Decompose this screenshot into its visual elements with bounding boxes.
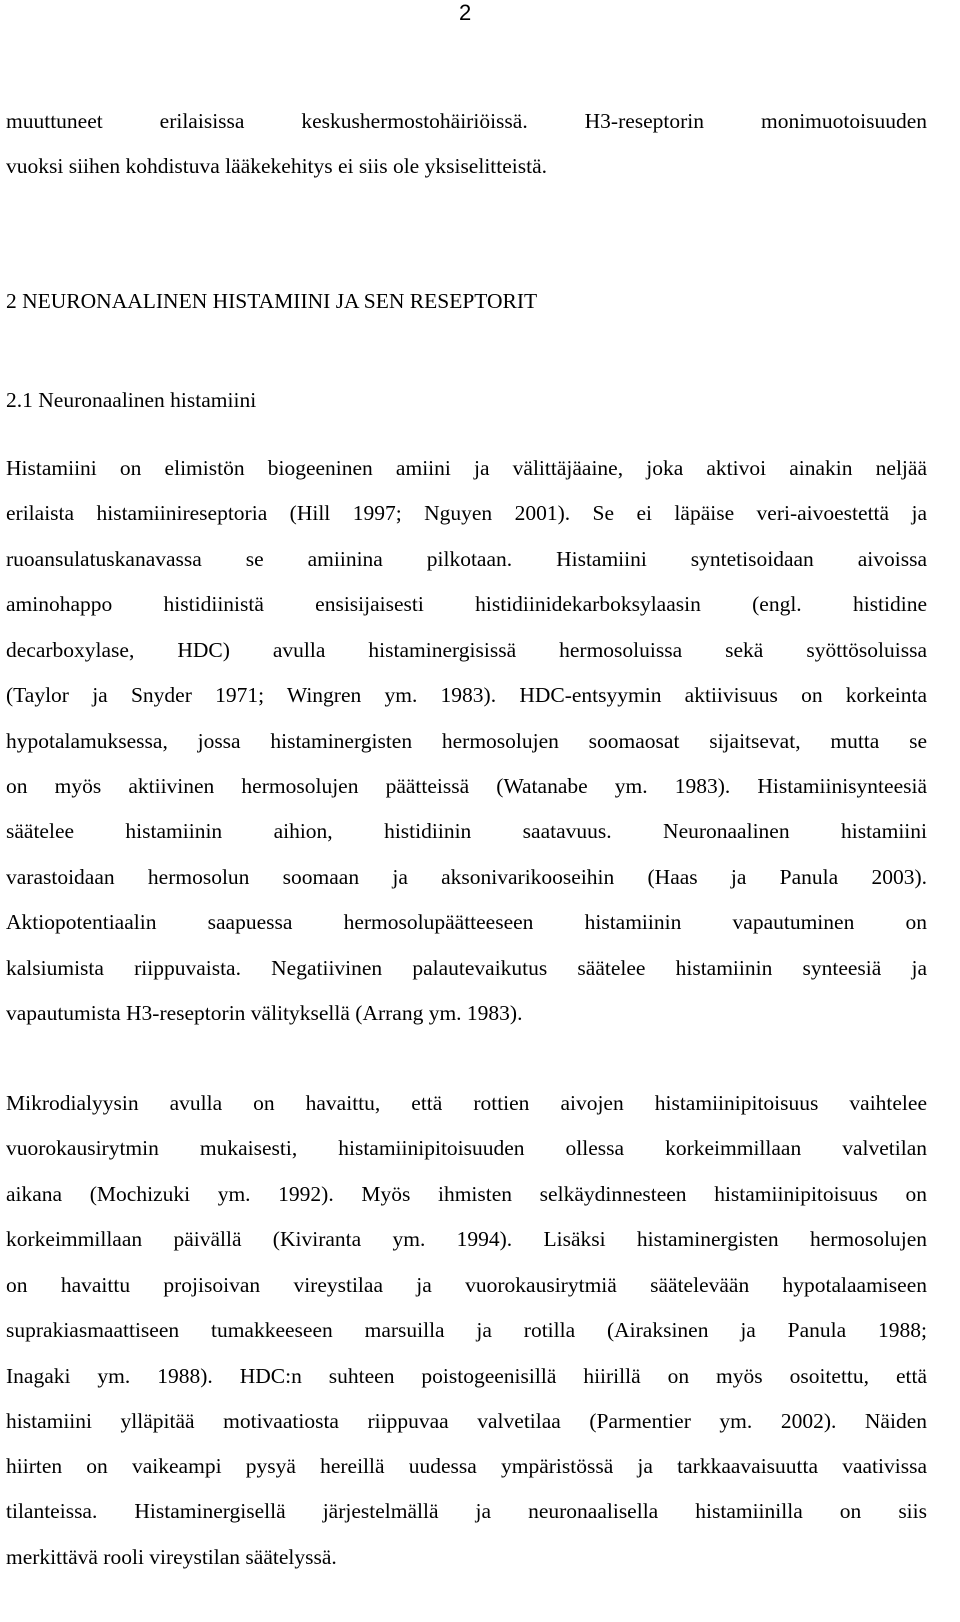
paragraph-line: on myös aktiivinen hermosolujen päätteissä (Watanabe ym. 1983). Histamiinisynteesiä — [6, 774, 927, 798]
paragraph-line: hiirten on vaikeampi pysyä hereillä uudessa ympäristössä ja tarkkaavaisuutta vaativissa — [6, 1454, 927, 1478]
paragraph-line: Histamiini on elimistön biogeeninen amiini ja välittäjäaine, joka aktivoi ainakin neljää — [6, 456, 927, 480]
paragraph-line: Mikrodialyysin avulla on havaittu, että rottien aivojen histamiinipitoisuus vaihtelee — [6, 1091, 927, 1115]
paragraph-line: Inagaki ym. 1988). HDC:n suhteen poistogeenisillä hiirillä on myös osoitettu, että — [6, 1364, 927, 1388]
paragraph-line: aikana (Mochizuki ym. 1992). Myös ihmisten selkäydinnesteen histamiinipitoisuus on — [6, 1182, 927, 1206]
paragraph-line: tilanteissa. Histaminergisellä järjestelmällä ja neuronaalisella histamiinilla on siis — [6, 1499, 927, 1523]
paragraph-line: kalsiumista riippuvaista. Negatiivinen palautevaikutus säätelee histamiinin synteesiä ja — [6, 956, 927, 980]
paragraph-line: hypotalamuksessa, jossa histaminergisten hermosolujen soomaosat sijaitsevat, mutta se — [6, 729, 927, 753]
paragraph-line: erilaista histamiinireseptoria (Hill 1997; Nguyen 2001). Se ei läpäise veri-aivoestettä ja — [6, 501, 927, 525]
paragraph-line: decarboxylase, HDC) avulla histaminergisissä hermosoluissa sekä syöttösoluissa — [6, 638, 927, 662]
paragraph-line: varastoidaan hermosolun soomaan ja aksonivarikooseihin (Haas ja Panula 2003). — [6, 865, 927, 889]
paragraph-line: suprakiasmaattiseen tumakkeeseen marsuilla ja rotilla (Airaksinen ja Panula 1988; — [6, 1318, 927, 1342]
page-number: 2 — [459, 0, 472, 25]
intro-line: vuoksi siihen kohdistuva lääkekehitys ei siis ole yksiselitteistä. — [6, 154, 548, 178]
paragraph-line: vapautumista H3-reseptorin välityksellä (Arrang ym. 1983). — [6, 1001, 523, 1025]
paragraph-line: Aktiopotentiaalin saapuessa hermosolupäätteeseen histamiinin vapautuminen on — [6, 910, 927, 934]
paragraph-line: säätelee histamiinin aihion, histidiinin saatavuus. Neuronaalinen histamiini — [6, 819, 927, 843]
paragraph-line: ruoansulatuskanavassa se amiinina pilkotaan. Histamiini syntetisoidaan aivoissa — [6, 547, 927, 571]
paragraph-line: (Taylor ja Snyder 1971; Wingren ym. 1983). HDC-entsyymin aktiivisuus on korkeinta — [6, 683, 927, 707]
chapter-heading: 2 NEURONAALINEN HISTAMIINI JA SEN RESEPTORIT — [6, 289, 538, 313]
paragraph-line: on havaittu projisoivan vireystilaa ja vuorokausirytmiä säätelevään hypotalaamiseen — [6, 1273, 927, 1297]
paragraph-line: vuorokausirytmin mukaisesti, histamiinipitoisuuden ollessa korkeimmillaan valvetilan — [6, 1136, 927, 1160]
paragraph-line: merkittävä rooli vireystilan säätelyssä. — [6, 1545, 337, 1569]
paragraph-line: histamiini ylläpitää motivaatiosta riippuvaa valvetilaa (Parmentier ym. 2002). Näiden — [6, 1409, 927, 1433]
paragraph-line: korkeimmillaan päivällä (Kiviranta ym. 1994). Lisäksi histaminergisten hermosolujen — [6, 1227, 927, 1251]
section-heading: 2.1 Neuronaalinen histamiini — [6, 388, 257, 412]
intro-line: muuttuneet erilaisissa keskushermostohäiriöissä. H3-reseptorin monimuotoisuuden — [6, 109, 927, 133]
paragraph-line: aminohappo histidiinistä ensisijaisesti histidiinidekarboksylaasin (engl. histidine — [6, 592, 927, 616]
